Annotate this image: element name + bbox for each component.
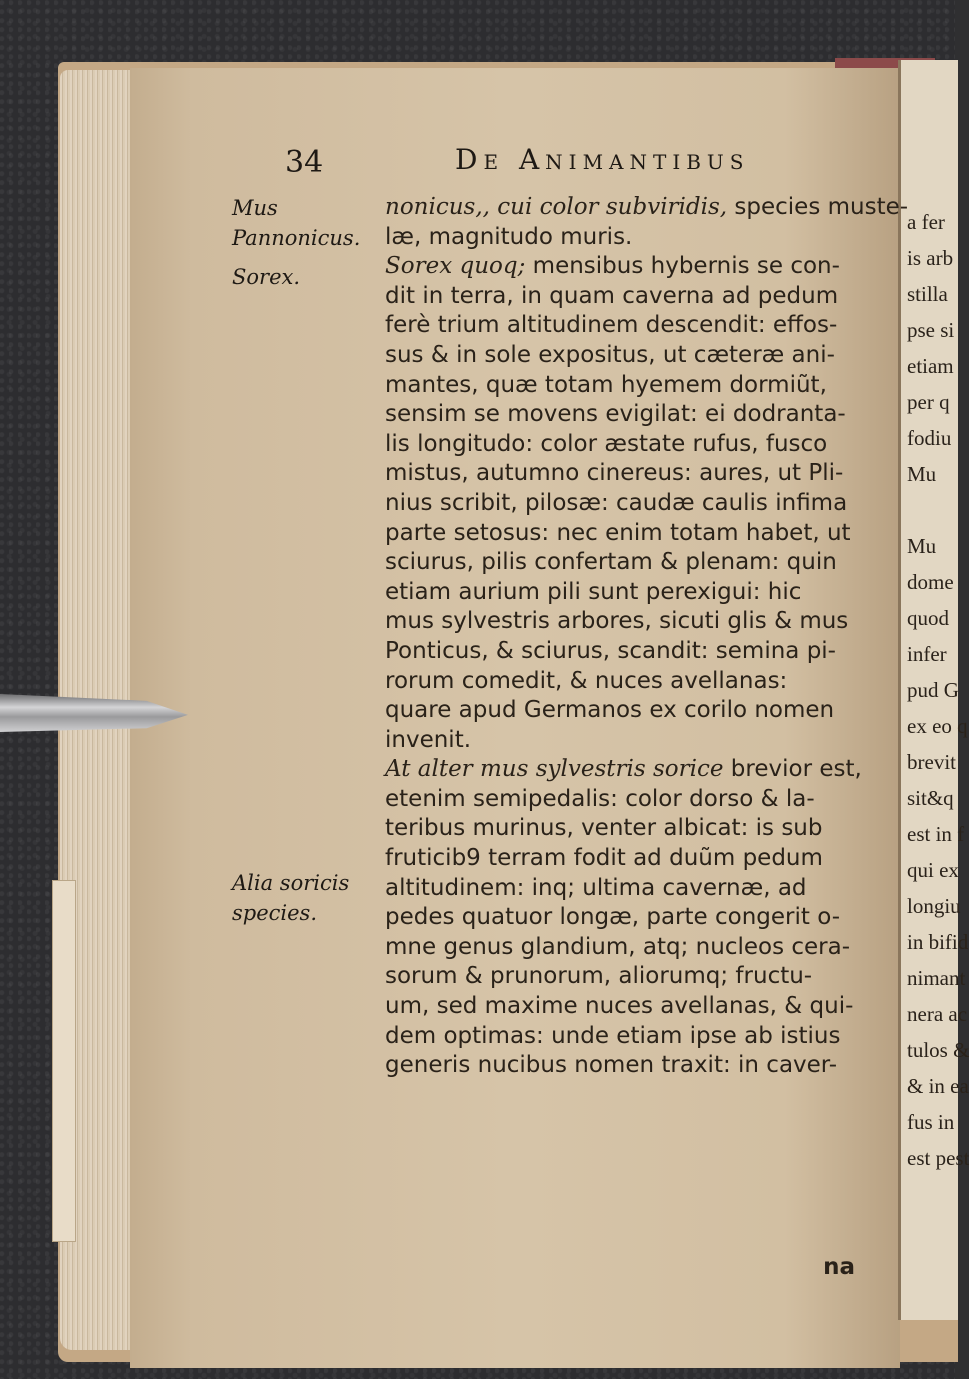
line-text: um, sed maxime nuces avellanas, & qui- <box>385 993 854 1020</box>
line-text: mantes, quæ totam hyemem dormiũt, <box>385 371 827 398</box>
line-text: læ, magnitudo muris. <box>385 223 633 250</box>
line-text: fruticib9 terram fodit ad duũm pedum <box>385 845 823 872</box>
text-line <box>385 223 885 253</box>
italic-phrase: Sorex quoq; <box>385 253 526 280</box>
right-page-line: quod <box>907 606 949 630</box>
text-line <box>385 726 885 756</box>
text-line <box>385 519 885 549</box>
text-line <box>385 844 885 874</box>
running-head: De Animantibus <box>455 143 750 176</box>
text-line <box>385 607 885 637</box>
line-text: mne genus glandium, atq; nucleos cera- <box>385 933 851 960</box>
line-text: mistus, autumno cinereus: aures, ut Pli- <box>385 460 844 487</box>
line-text: sorum & prunorum, aliorumq; fructu- <box>385 963 813 990</box>
text-line <box>385 667 885 697</box>
text-line <box>385 400 885 430</box>
line-text: brevior est, <box>723 756 862 783</box>
text-line <box>385 311 885 341</box>
right-page-line: infer <box>907 642 947 666</box>
line-text: sciurus, pilis confertam & plenam: quin <box>385 549 837 576</box>
right-page-line: pud G <box>907 678 959 702</box>
right-page-line: brevit <box>907 750 956 774</box>
right-page-line: per q <box>907 390 950 414</box>
text-line <box>385 874 885 904</box>
text-line <box>385 341 885 371</box>
line-text: species muste- <box>727 194 909 220</box>
line-text: nius scribit, pilosæ: caudæ caulis infima <box>385 489 848 516</box>
line-text: pedes quatuor longæ, parte congerit o- <box>385 904 840 931</box>
line-text: ferè trium altitudinem descendit: effos- <box>385 312 838 339</box>
line-text: dem optimas: unde etiam ipse ab istius <box>385 1022 841 1049</box>
line-text: lis longitudo: color æstate rufus, fusco <box>385 430 828 457</box>
right-page-line: fus in <box>907 1110 955 1134</box>
right-page-line: Mu <box>907 534 937 558</box>
line-text: sus & in sole expositus, ut cæteræ ani- <box>385 341 835 368</box>
body-text <box>385 193 909 1081</box>
right-page-line: ex eo q <box>907 714 968 738</box>
line-text: sensim se movens evigilat: ei dodranta- <box>385 401 846 428</box>
right-page-line: stilla <box>907 282 948 306</box>
line-text: mensibus hybernis se con- <box>525 253 840 280</box>
text-line <box>385 755 885 785</box>
line-text: teribus murinus, venter albicat: is sub <box>385 815 823 842</box>
right-page-line: nera ac <box>907 1002 968 1026</box>
right-page-line: dome <box>907 570 954 594</box>
right-page-line: & in ea <box>907 1074 969 1098</box>
catchword-row <box>385 1253 875 1283</box>
right-page-line: tulos & <box>907 1038 969 1062</box>
right-page-line: in bifid <box>907 930 969 954</box>
right-page-line: pse si <box>907 318 955 342</box>
italic-phrase: nonicus,, cui color subviridis, <box>385 194 728 220</box>
line-text: altitudinem: inq; ultima cavernæ, ad <box>385 874 807 901</box>
line-text: etenim semipedalis: color dorso & la- <box>385 785 815 812</box>
line-text: parte setosus: nec enim totam habet, ut <box>385 519 851 546</box>
right-page-line: longiu <box>907 894 961 918</box>
right-page-line: nimant <box>907 966 966 990</box>
text-line <box>385 459 885 489</box>
text-line <box>385 785 885 815</box>
line-text: generis nucibus nomen traxit: in caver- <box>385 1052 838 1079</box>
margin-note-mus-pannonicus: Mus Pannonicus. <box>232 196 361 250</box>
text-line <box>385 548 885 578</box>
right-page-line: sit&q <box>907 786 954 810</box>
right-page-line: etiam <box>907 354 954 378</box>
right-page-line: qui ex <box>907 858 959 882</box>
right-page-line: is arb <box>907 246 954 270</box>
right-page-line: Mu <box>907 462 937 486</box>
text-line <box>385 489 885 519</box>
line-text: etiam aurium pili sunt perexigui: hic <box>385 578 802 605</box>
page-number: 34 <box>285 145 324 180</box>
right-page-line: fodiu <box>907 426 952 450</box>
line-text: dit in terra, in quam caverna ad pedum <box>385 282 839 309</box>
text-line <box>385 1051 885 1081</box>
text-line <box>385 903 885 933</box>
line-text: Ponticus, & sciurus, scandit: semina pi- <box>385 637 836 664</box>
text-line <box>385 637 885 667</box>
margin-note-alia-soricis: Alia soricis species. <box>232 871 350 925</box>
text-line <box>385 933 885 963</box>
line-text: invenit. <box>385 726 472 753</box>
text-line <box>385 430 885 460</box>
text-line <box>385 992 885 1022</box>
text-line <box>385 371 885 401</box>
right-page-line: a fer <box>907 210 945 234</box>
right-page-fragment <box>898 60 969 1320</box>
margin-note-sorex: Sorex. <box>232 265 301 289</box>
bookmark-tab <box>52 880 76 1242</box>
text-line <box>385 252 885 282</box>
text-line <box>385 1022 885 1052</box>
line-text: quare apud Germanos ex corilo nomen <box>385 697 835 724</box>
right-page-line: est in f <box>907 822 965 846</box>
text-line <box>385 578 885 608</box>
catchword: na <box>823 1254 855 1280</box>
italic-phrase: At alter mus sylvestris sorice <box>385 756 724 783</box>
line-text: rorum comedit, & nuces avellanas: <box>385 667 788 694</box>
text-line <box>385 814 885 844</box>
text-line <box>385 696 885 726</box>
text-line <box>385 193 909 223</box>
text-line <box>385 962 885 992</box>
text-line <box>385 282 885 312</box>
line-text: mus sylvestris arbores, sicuti glis & mus <box>385 608 849 635</box>
right-page-line: est pest <box>907 1146 969 1170</box>
